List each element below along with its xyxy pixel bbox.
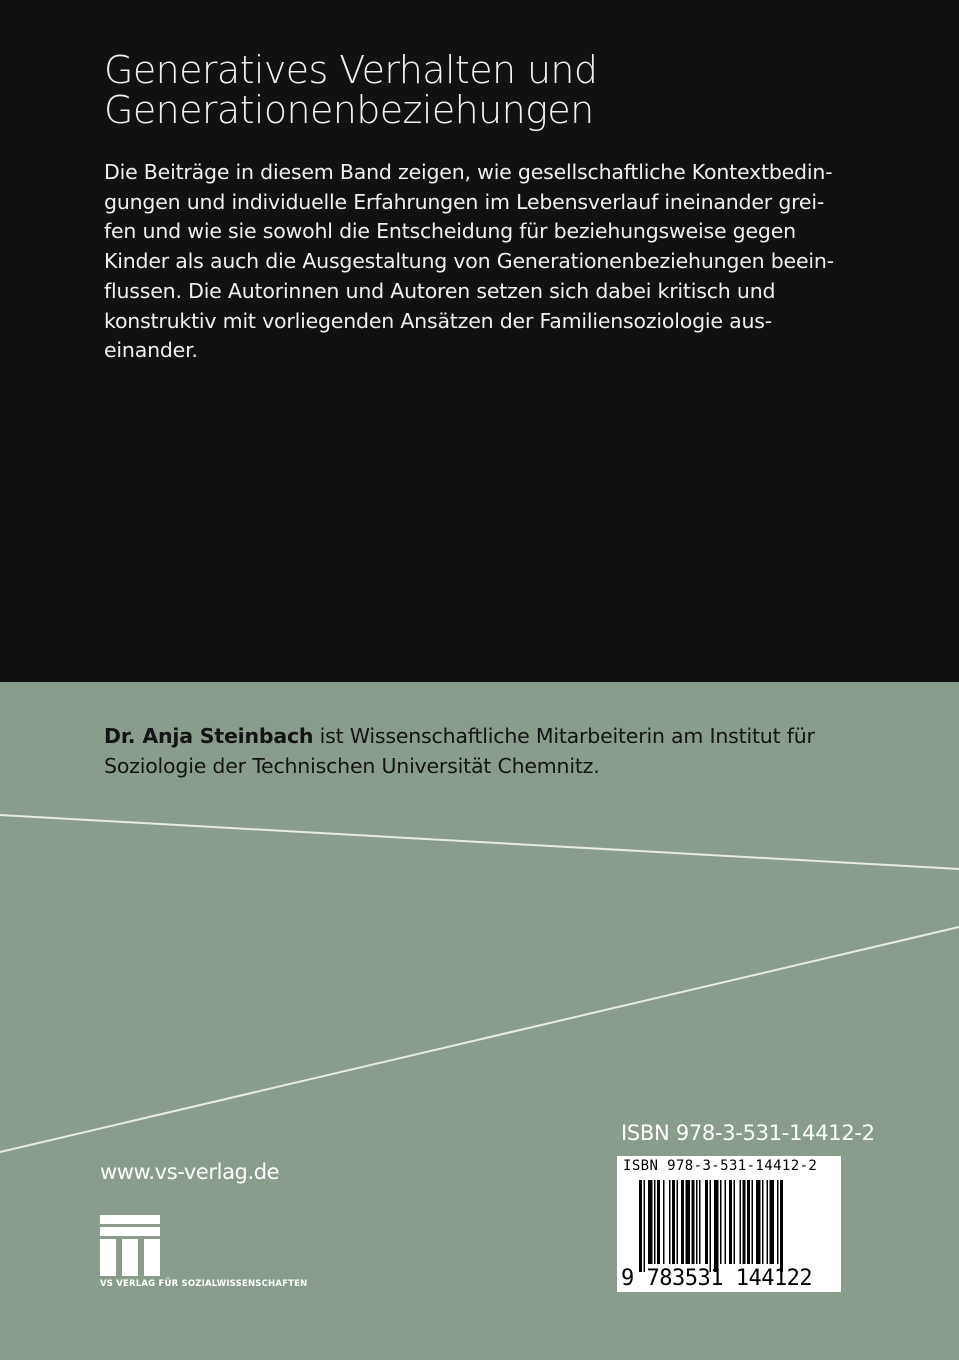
barcode-bar	[752, 1180, 754, 1264]
barcode-bar	[780, 1180, 783, 1272]
barcode-bar	[699, 1180, 701, 1264]
decorative-line-1	[0, 815, 959, 869]
barcode-bar	[762, 1180, 764, 1264]
barcode-bar	[743, 1180, 746, 1264]
publisher-url: www.vs-verlag.de	[100, 1160, 280, 1184]
barcode-isbn-text: ISBN 978-3-531-14412-2	[623, 1158, 818, 1174]
decorative-line-2	[0, 927, 959, 1152]
barcode-bar	[725, 1180, 727, 1264]
author-name: Dr. Anja Steinbach	[104, 724, 314, 748]
barcode-bar	[777, 1180, 779, 1264]
barcode-bar	[692, 1180, 695, 1264]
barcode-bar	[644, 1180, 646, 1272]
barcode-bar	[720, 1180, 722, 1264]
barcode-bar	[734, 1180, 736, 1264]
blurb-line-2: gungen und individuelle Erfahrungen im Lebensverlauf ineinander grei-	[104, 189, 825, 214]
barcode-bar	[663, 1180, 665, 1264]
barcode-bar	[657, 1180, 660, 1264]
author-bio-line-1-rest: ist Wissenschaftliche Mitarbeiterin am Institut für	[313, 724, 815, 748]
book-blurb	[104, 158, 864, 366]
barcode-bar	[740, 1180, 742, 1264]
barcode-bar	[681, 1180, 684, 1264]
barcode-bar	[654, 1180, 656, 1264]
barcode-bar	[729, 1180, 732, 1264]
blurb-line-5: flussen. Die Autorinnen und Autoren setzen sich dabei kritisch und	[104, 278, 776, 303]
barcode-bar	[648, 1180, 653, 1264]
barcode-bar	[770, 1180, 775, 1264]
barcode	[617, 1156, 841, 1292]
barcode-bar	[669, 1180, 671, 1264]
book-title	[104, 50, 924, 130]
barcode-bar	[756, 1180, 761, 1264]
isbn-label: ISBN 978-3-531-14412-2	[621, 1121, 875, 1145]
blurb-line-6: konstruktiv mit vorliegenden Ansätzen der Familiensoziologie aus-	[104, 308, 772, 333]
barcode-bar	[747, 1180, 750, 1264]
title-line-2: Generationenbeziehungen	[104, 88, 594, 132]
title-line-1: Generatives Verhalten und	[104, 48, 598, 92]
barcode-bar	[705, 1180, 708, 1264]
barcode-bar	[714, 1180, 719, 1272]
barcode-digits: 9 783531 144122	[621, 1266, 813, 1291]
blurb-line-4: Kinder als auch die Ausgestaltung von Generationenbeziehungen beein-	[104, 249, 834, 274]
blurb-line-3: fen und wie sie sowohl die Entscheidung für beziehungsweise gegen	[104, 219, 796, 244]
barcode-bar	[686, 1180, 691, 1264]
barcode-bar	[696, 1180, 698, 1264]
barcode-bar	[677, 1180, 679, 1264]
blurb-line-7: einander.	[104, 338, 198, 363]
barcode-bar	[672, 1180, 675, 1264]
barcode-bar	[710, 1180, 712, 1272]
publisher-name: VS VERLAG FÜR SOZIALWISSENSCHAFTEN	[100, 1279, 308, 1289]
barcode-bar	[767, 1180, 769, 1264]
barcode-bar	[639, 1180, 642, 1272]
author-bio-line-2: Soziologie der Technischen Universität Chemnitz.	[104, 753, 600, 778]
blurb-line-1: Die Beiträge in diesem Band zeigen, wie gesellschaftliche Kontextbedin-	[104, 160, 833, 184]
